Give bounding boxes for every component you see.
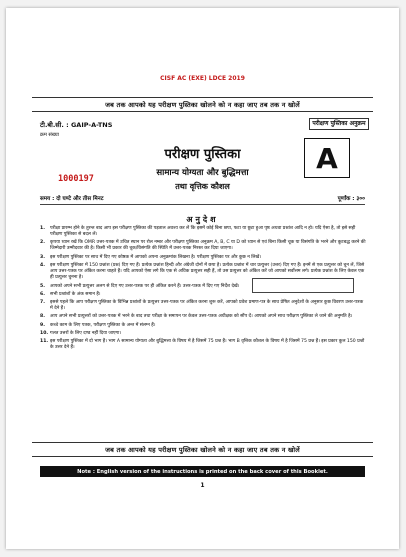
code-row [40,118,369,130]
instruction-number: 1. [40,226,45,231]
instruction-item [40,226,367,238]
roll-number-box[interactable] [252,278,354,293]
instruction-text: इससे पहले कि आप परीक्षण पुस्तिका के विभिन्न प्रश्नांशों के प्रत्युत्तर उत्तर-पत्रक पर अंकित करना शुरू करें, आपको प्रवेश प्रमाण-पत्र के साथ प्रेषित अनुदेशों के अनुसार कुछ विवरण उत्तर-पत्रक में देने हैं। [50,300,364,312]
instruction-text: इस परीक्षण पुस्तिका पर साथ में दिए गए कोष्ठक में आपको अपना अनुक्रमांक लिखना है। परीक्षण पुस्तिका पर और कुछ न लिखें। [50,254,262,260]
bottom-warning-banner: जब तक आपको यह परीक्षण पुस्तिका खोलने को न कहा जाए तब तक न खोलें [32,442,373,457]
marks-label: पूर्णांक : ३०० [337,196,365,202]
top-warning-banner: जब तक आपको यह परीक्षण पुस्तिका खोलने को न कहा जाए तब तक न खोलें [32,97,373,112]
instructions-heading: अनुदेश [186,215,219,224]
exam-tag: CISF AC (EXE) LDCE 2019 [160,75,245,82]
instruction-number: 2. [40,240,45,246]
instruction-item [40,323,367,329]
instruction-number: 6. [40,291,45,297]
instruction-text: इस परीक्षण पुस्तिका में दो भाग हैं। भाग A सामान्य योग्यता और बुद्धिमत्ता के विषय में है जिसमें 75 प्रश्न हैं। भाग B वृत्तिक कौशल के विषय में है जिसमें 75 प्रश्न हैं। इस प्रकार कुल 150 प्रश्नों के उत्तर देने हैं। [50,339,365,351]
instruction-number: 10. [40,331,49,336]
instruction-text: कच्चे काम के लिए पत्रक, परीक्षण पुस्तिका के अन्त में संलग्न हैं। [50,322,156,328]
tbc-code: टी.बी.सी. : GAIP-A-TNS [40,120,113,129]
booklet-subtitle-2: तथा वृत्तिक कौशल [175,182,230,191]
series-letter-box [304,138,350,178]
instruction-text: सभी प्रश्नांशों के अंक समान हैं। [50,291,101,297]
series-letter: A [316,141,338,175]
instruction-number: 11. [40,339,49,345]
instruction-item [40,331,367,337]
instruction-text: आपको अपने सभी प्रत्युत्तर अलग से दिए गए उत्तर-पत्रक पर ही अंकित करने हैं। उत्तर-पत्रक में दिए गए निर्देश देखें। [50,283,240,289]
instruction-number: 5. [40,283,45,289]
instruction-text: आप अपने सभी प्रत्युत्तरों को उत्तर-पत्रक में भरने के बाद तथा परीक्षा के समापन पर केवल उत्तर-पत्रक अधीक्षक को सौंप दें। आपको अपने साथ परीक्षण पुस्तिका ले जाने की अनुमति है। [50,314,353,320]
instruction-item [40,339,367,351]
instruction-item [40,300,367,312]
instruction-text: परीक्षा प्रारम्भ होने के तुरन्त बाद आप इस परीक्षण पुस्तिका की पड़ताल अवश्य कर लें कि इसमें कोई बिना छपा, फटा या छूटा हुआ पृष्ठ अथवा प्रश्नांश आदि न हो। यदि ऐसा है, तो इसे सही परीक्षण पुस्तिका से बदल लें। [50,226,356,238]
instruction-text: कृपया ध्यान रखें कि OMR उत्तर-पत्रक में उचित स्थान पर रोल नम्बर और परीक्षण पुस्तिका अनुक्रम A, B, C या D को ध्यान से एवं बिना किसी चूक या विसंगति के भरने और कूटबद्ध करने की जिम्मेदारी उम्मीदवार की है। किसी भी प्रकार की चूक/विसंगति की स्थिति में उत्तर-पत्रक निरस्त कर दिया जाएगा। [50,240,366,252]
serial-number: 1000197 [58,174,94,184]
time-marks-row [40,194,365,205]
time-label: समय : दो घण्टे और तीस मिनट [40,196,104,202]
instruction-number: 9. [40,322,45,328]
instruction-item [40,255,367,261]
instruction-item [40,240,367,252]
instruction-number: 4. [40,263,45,269]
instruction-number: 3. [40,254,45,260]
booklet-subtitle: सामान्य योग्यता और बुद्धिमत्ता [156,168,249,178]
english-note-bar: Note : English version of the instructions is printed on the back cover of this Booklet. [40,466,365,477]
instruction-number: 8. [40,314,45,320]
instruction-text: गलत उत्तरों के लिए दण्ड नहीं दिया जाएगा। [50,331,122,336]
instruction-text: इस परीक्षण पुस्तिका में 150 प्रश्नांश (प्रश्न) दिए गए हैं। प्रत्येक प्रश्नांश हिन्दी और अंग्रेजी दोनों में छपा है। प्रत्येक प्रश्नांश में चार प्रत्युत्तर (उत्तर) दिए गए हैं। इनमें से एक प्रत्युत्तर को चुन लें, जिसे आप उत्तर-पत्रक पर अंकित करना चाहते हैं। यदि आपको ऐसा लगे कि एक से अधिक प्रत्युत्तर सही हैं, तो उस प्रत्युत्तर को अंकित करें जो आपको सर्वोत्तम लगे। प्रत्येक प्रश्नांश के लिए केवल एक ही प्रत्युत्तर चुनना है। [50,263,365,281]
serial-label: क्रम संख्या [40,132,59,138]
test-booklet-cover [6,8,399,549]
page-number: 1 [200,482,205,489]
instruction-number: 7. [40,300,45,306]
booklet-sequence-label: परीक्षण पुस्तिका अनुक्रम [309,118,369,130]
instruction-item [40,314,367,320]
booklet-title: परीक्षण पुस्तिका [164,147,241,162]
